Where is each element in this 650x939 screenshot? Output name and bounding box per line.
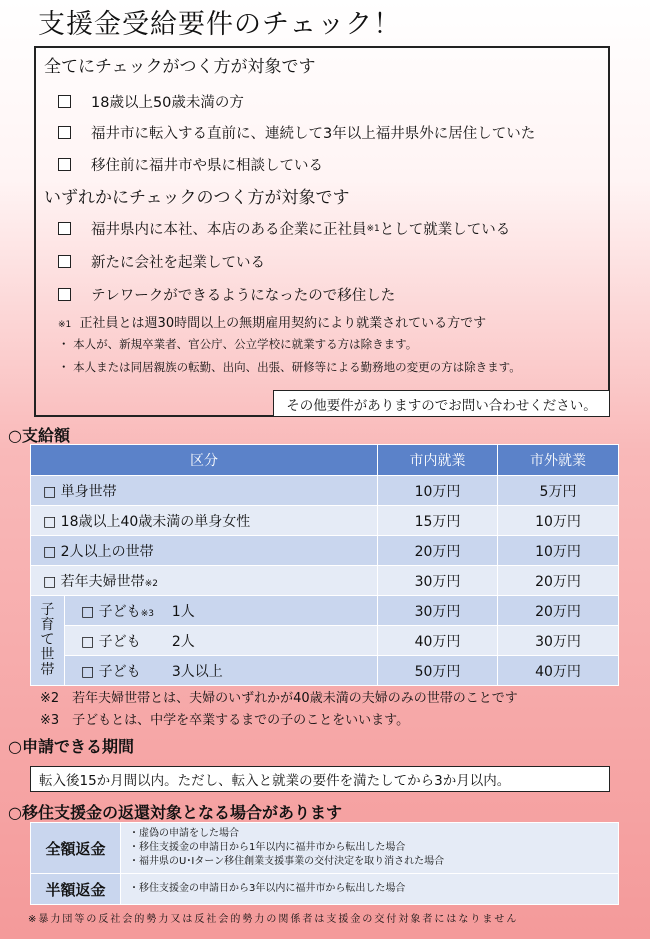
footnote-2: ※2 若年夫婦世帯とは、夫婦のいずれかが40歳未満の夫婦のみの世帯のことです <box>40 691 518 706</box>
bottom-note: ※暴力団等の反社会的勢力又は反社会的勢力の関係者は支援金の交付対象者にはなりません <box>28 914 519 925</box>
checklist-item-employment[interactable]: 福井県内に本社、本店のある企業に正社員 ※1 として就業している <box>58 218 510 239</box>
amount-section-heading: ○支給額 <box>8 426 70 445</box>
checklist-item-residence[interactable]: 福井市に転入する直前に、連続して3年以上福井県外に居住していた <box>58 122 535 143</box>
table-row: □ 子ども 2人 40万円 30万円 <box>31 626 619 656</box>
header-category: 区分 <box>31 445 378 476</box>
checkbox-icon[interactable] <box>58 288 71 301</box>
header-outside: 市外就業 <box>498 445 619 476</box>
table-row: □ 単身世帯 10万円 5万円 <box>31 476 619 506</box>
period-box: 転入後15か月間以内。ただし、転入と就業の要件を満たしてから3か月以内。 <box>30 766 610 792</box>
header-inside: 市内就業 <box>378 445 498 476</box>
table-row: 子育て世帯 □ 子ども※3 1人 30万円 20万円 <box>31 596 619 626</box>
checklist-item-consultation[interactable]: 移住前に福井市や県に相談している <box>58 154 323 175</box>
child-group-label: 子育て世帯 <box>31 596 65 686</box>
checklist-item-telework[interactable]: テレワークができるようになったので移住した <box>58 284 395 305</box>
table-row: □ 子ども 3人以上 50万円 40万円 <box>31 656 619 686</box>
note-bullet-1: ・ 本人が、新規卒業者、官公庁、公立学校に就業する方は除きます。 <box>58 337 418 351</box>
page-title: 支援金受給要件のチェック！ <box>38 9 402 40</box>
table-row: 全額返金 ・虚偽の申請をした場合 ・移住支援金の申請日から1年以内に福井市から転出した場合 ・福井県のU･Iターン移住創業支援事業の交付決定を取り消された場合 <box>31 823 619 874</box>
table-row: □ 18歳以上40歳未満の単身女性 15万円 10万円 <box>31 506 619 536</box>
repay-table <box>30 822 619 905</box>
note-bullet-2: ・ 本人または同居親族の転勤、出向、出張、研修等による勤務地の変更の方は除きます。 <box>58 360 521 374</box>
checkbox-icon[interactable] <box>58 158 71 171</box>
footnote-3: ※3 子どもとは、中学を卒業するまでの子のことをいいます。 <box>40 713 410 728</box>
checkbox-icon[interactable] <box>58 255 71 268</box>
inquiry-note: その他要件がありますのでお問い合わせください。 <box>273 390 610 417</box>
table-row: □ 2人以上の世帯 20万円 10万円 <box>31 536 619 566</box>
all-required-heading: 全てにチェックがつく方が対象です <box>44 57 316 77</box>
table-row: 半額返金 ・移住支援金の申請日から3年以内に福井市から転出した場合 <box>31 874 619 905</box>
period-section-heading: ○申請できる期間 <box>8 737 134 756</box>
repay-section-heading: ○移住支援金の返還対象となる場合があります <box>8 803 342 822</box>
checkbox-icon[interactable] <box>58 95 71 108</box>
table-row: □ 若年夫婦世帯※2 30万円 20万円 <box>31 566 619 596</box>
amount-table <box>30 444 619 686</box>
checklist-item-age[interactable]: 18歳以上50歳未満の方 <box>58 91 244 112</box>
checklist-item-startup[interactable]: 新たに会社を起業している <box>58 251 265 272</box>
checkbox-icon[interactable] <box>58 126 71 139</box>
note-1: ※1 正社員とは週30時間以上の無期雇用契約により就業されている方です <box>58 316 487 331</box>
any-required-heading: いずれかにチェックのつく方が対象です <box>44 188 350 208</box>
checkbox-icon[interactable] <box>58 222 71 235</box>
